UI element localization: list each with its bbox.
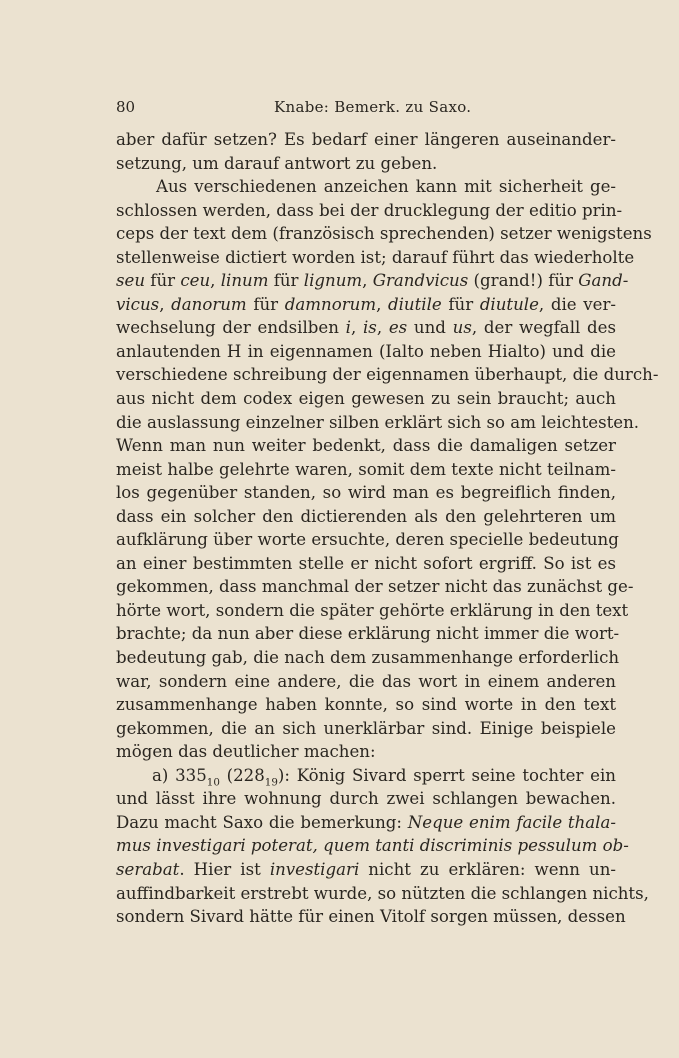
text-segment: aber dafür setzen? Es bedarf einer längeren auseinander-	[116, 130, 616, 149]
text-line	[116, 693, 616, 717]
text-segment: ,	[350, 318, 363, 338]
text-line	[116, 481, 616, 505]
text-segment: ,	[362, 271, 373, 291]
text-line	[116, 528, 619, 552]
text-line	[116, 316, 616, 340]
text-segment: an einer bestimmten stelle er nicht sofort ergriff. So ist es	[116, 553, 616, 573]
text-line	[116, 340, 616, 364]
text-segment: bedeutung gab, die nach dem zusammenhange erforderlich	[116, 648, 620, 668]
text-segment: (228	[219, 765, 265, 785]
italic-text: diutile	[388, 294, 442, 314]
text-line	[116, 434, 616, 458]
text-line	[116, 552, 616, 576]
subscript: 10	[206, 776, 220, 789]
text-segment: auffindbarkeit erstrebt wurde, so nützten die schlangen nichts,	[116, 883, 649, 903]
italic-text: mus investigari poterat, quem tanti discriminis pessulum ob-	[116, 836, 629, 856]
text-segment: war, sondern eine andere, die das wort in einem anderen	[116, 671, 616, 691]
text-line	[116, 411, 640, 435]
text-line	[116, 599, 629, 623]
text-segment: Dazu macht Saxo die bemerkung:	[116, 812, 408, 832]
text-line	[116, 717, 616, 741]
italic-text: lignum	[303, 271, 363, 291]
text-segment: ceps der text dem (französisch sprechenden) setzer wenigstens	[116, 224, 652, 244]
italic-text: ceu	[180, 271, 211, 291]
text-segment: (grand!) für	[468, 271, 579, 291]
text-segment: dass ein solcher den dictierenden als den gelehrteren um	[116, 506, 616, 526]
text-segment: für	[441, 294, 480, 314]
text-line	[116, 246, 635, 270]
text-line	[116, 293, 616, 317]
text-segment: aufklärung über worte ersuchte, deren specielle bedeutung	[116, 530, 619, 550]
italic-text: Neque enim facile thala-	[407, 812, 616, 832]
text-segment: die auslassung einzelner silben erklärt sich so am leichtesten.	[116, 412, 640, 432]
text-line	[116, 269, 629, 293]
text-segment: . Hier ist	[179, 859, 270, 879]
text-segment: Aus verschiedenen anzeichen kann mit sicherheit ge-	[156, 177, 616, 197]
text-segment: ,	[376, 318, 389, 338]
text-line	[116, 505, 616, 529]
running-head: Knabe: Bemerk. zu Saxo.	[274, 98, 472, 116]
text-segment: aus nicht dem codex eigen gewesen zu sein braucht; auch	[116, 389, 616, 409]
text-line	[116, 858, 616, 882]
text-segment: gekommen, die an sich unerklärbar sind. Einige beispiele	[116, 718, 616, 738]
text-segment: für	[145, 271, 181, 291]
text-segment: für	[268, 271, 304, 291]
text-segment: ,	[159, 294, 172, 314]
text-segment: Wenn man nun weiter bedenkt, dass die damaligen setzer	[116, 436, 616, 456]
text-line	[116, 905, 626, 929]
text-segment: setzung, um darauf antwort zu geben.	[116, 153, 438, 173]
text-line	[116, 363, 659, 387]
italic-text: i	[345, 318, 351, 338]
text-segment: a) 335	[152, 765, 207, 785]
text-segment: los gegenüber standen, so wird man es begreiflich finden,	[116, 483, 616, 503]
text-segment: verschiedene schreibung der eigennamen überhaupt, die durch-	[116, 365, 659, 385]
text-line	[116, 764, 616, 788]
text-segment: zusammenhange haben konnte, so sind worte in den text	[116, 695, 616, 715]
text-segment: anlautenden H in eigennamen (Ialto neben Hialto) und die	[116, 341, 616, 361]
text-line	[116, 575, 634, 599]
text-line	[116, 670, 616, 694]
text-line	[116, 387, 616, 411]
text-line	[116, 787, 616, 811]
page-number: 80	[116, 98, 136, 116]
italic-text: vicus	[116, 294, 160, 314]
text-line	[116, 811, 616, 835]
text-segment: mögen das deutlicher machen:	[116, 742, 376, 762]
italic-text: diutule	[479, 294, 539, 314]
text-segment: ): König Sivard sperrt seine tochter ein	[277, 765, 616, 785]
text-line	[116, 882, 649, 906]
italic-text: serabat	[116, 859, 180, 879]
text-segment: und	[407, 318, 453, 338]
text-line	[116, 128, 616, 152]
text-segment: sondern Sivard hätte für einen Vitolf sorgen müssen, dessen	[116, 907, 626, 927]
text-segment: ,	[376, 294, 388, 314]
body-text	[116, 128, 659, 929]
text-line	[116, 740, 616, 764]
text-line	[116, 646, 620, 670]
text-segment: hörte wort, sondern die später gehörte erklärung in den text	[116, 600, 629, 620]
italic-text: investigari	[269, 859, 360, 879]
text-line	[116, 222, 652, 246]
italic-text: seu	[116, 271, 146, 291]
subscript: 19	[264, 776, 278, 789]
text-segment: brachte; da nun aber diese erklärung nicht immer die wort-	[116, 624, 620, 644]
text-segment: schlossen werden, dass bei der drucklegung der editio prin-	[116, 200, 623, 220]
text-segment: meist halbe gelehrte waren, somit dem texte nicht teilnam-	[116, 459, 616, 479]
page-header	[116, 98, 616, 120]
text-segment: und lässt ihre wohnung durch zwei schlangen bewachen.	[116, 789, 616, 809]
text-segment: ,	[210, 271, 221, 291]
text-line	[116, 834, 629, 858]
text-line	[116, 175, 616, 199]
text-segment: wechselung der endsilben	[116, 318, 346, 338]
text-segment: nicht zu erklären: wenn un-	[359, 859, 616, 879]
text-segment: gekommen, dass manchmal der setzer nicht das zunächst ge-	[116, 577, 634, 597]
italic-text: linum	[220, 271, 269, 291]
italic-text: Gand-	[578, 271, 629, 291]
italic-text: damnorum	[284, 294, 377, 314]
text-line	[116, 458, 616, 482]
text-segment: , der wegfall des	[471, 318, 617, 338]
text-segment: für	[246, 294, 285, 314]
italic-text: danorum	[171, 294, 247, 314]
text-line	[116, 152, 616, 176]
italic-text: us	[452, 318, 472, 338]
text-segment: stellenweise dictiert worden ist; darauf führt das wiederholte	[116, 247, 635, 267]
italic-text: Grandvicus	[372, 271, 469, 291]
italic-text: es	[388, 318, 408, 338]
text-line	[116, 622, 620, 646]
italic-text: is	[362, 318, 377, 338]
text-line	[116, 199, 623, 223]
text-segment: , die ver-	[538, 294, 616, 314]
